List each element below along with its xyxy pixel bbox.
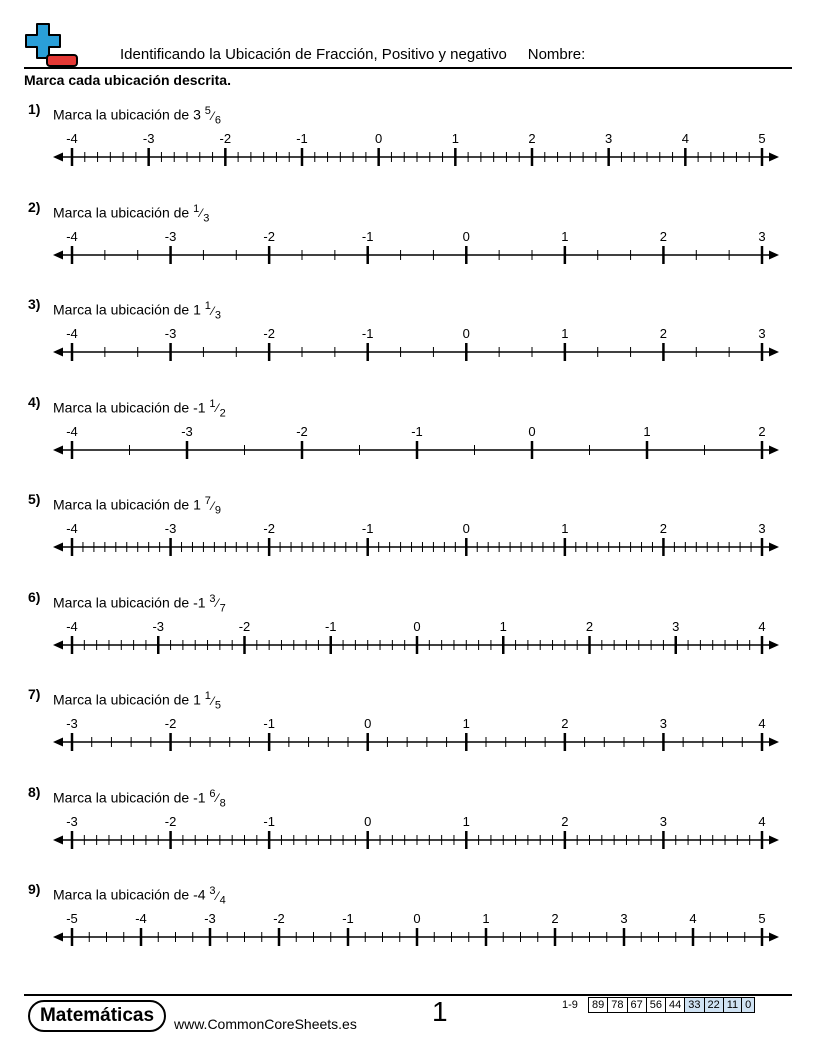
tick-label: -3 (142, 131, 155, 146)
tick-label: -4 (66, 228, 78, 244)
tick-label: 1 (643, 423, 651, 439)
tick-label: 1 (499, 618, 507, 634)
number-line[interactable] (0, 589, 816, 669)
fraction-denominator: 3 (203, 211, 210, 224)
tick-label: -4 (66, 326, 78, 341)
problem-1 (0, 101, 816, 197)
tick-label: 0 (413, 618, 421, 634)
left-arrow-icon (53, 738, 63, 747)
fraction-numerator: 1 (209, 397, 216, 410)
number-line[interactable] (0, 199, 816, 279)
tick-label: 0 (462, 228, 470, 244)
tick-label: 1 (462, 813, 470, 829)
left-arrow-icon (53, 543, 63, 552)
fraction-denominator: 8 (219, 796, 226, 809)
number-line[interactable] (0, 881, 816, 961)
tick-label: -3 (66, 813, 78, 829)
fraction-denominator: 6 (214, 114, 222, 127)
tick-label: -3 (181, 423, 193, 439)
right-arrow-icon (769, 153, 779, 162)
tick-label: -2 (296, 423, 308, 439)
right-arrow-icon (769, 835, 779, 844)
fraction-slash: ⁄ (211, 303, 214, 318)
fraction-numerator: 1 (193, 202, 200, 215)
tick-label: -4 (66, 423, 78, 439)
prompt-text: Marca la ubicación de (53, 204, 194, 221)
tick-label: -2 (238, 618, 251, 634)
tick-label: 1 (561, 228, 569, 244)
fraction-slash: ⁄ (200, 206, 203, 221)
score-key-table (588, 997, 755, 1013)
tick-label: -4 (66, 131, 78, 146)
fraction-numerator: 1 (204, 300, 211, 312)
site-url: www.CommonCoreSheets.es (174, 1016, 357, 1032)
tick-label: -3 (164, 326, 177, 341)
fraction-denominator: 2 (219, 406, 226, 419)
tick-label: 0 (364, 813, 372, 829)
right-arrow-icon (769, 933, 779, 942)
score-cell: 78 (608, 998, 627, 1013)
tick-label: 3 (758, 228, 766, 244)
fraction-numerator: 5 (204, 105, 211, 117)
tick-label: 4 (758, 618, 766, 634)
worksheet-title: Identificando la Ubicación de Fracción, Positivo y negativo (120, 46, 507, 63)
tick-label: -3 (164, 228, 177, 244)
prompt-text: Marca la ubicación de 1 (53, 301, 205, 318)
fraction-slash: ⁄ (216, 791, 219, 806)
score-range-label: 1-9 (562, 999, 578, 1011)
tick-label: 3 (659, 813, 668, 829)
score-cell: 89 (589, 998, 608, 1013)
fraction-slash: ⁄ (216, 888, 219, 903)
problem-number: 9) (28, 881, 41, 897)
score-cell: 56 (646, 998, 665, 1013)
tick-label: -2 (219, 131, 232, 146)
tick-label: -1 (263, 716, 275, 731)
fraction-denominator: 7 (219, 601, 226, 614)
tick-label: 0 (462, 521, 470, 536)
fraction-denominator: 4 (219, 894, 226, 907)
left-arrow-icon (53, 250, 63, 259)
tick-label: -4 (66, 618, 78, 634)
number-line[interactable] (0, 101, 816, 181)
fraction-denominator: 3 (214, 309, 222, 322)
fraction-numerator: 1 (204, 690, 211, 702)
right-arrow-icon (769, 738, 779, 747)
tick-label: 5 (758, 911, 766, 926)
plus-minus-logo-icon (24, 22, 80, 68)
problem-3 (0, 296, 816, 392)
problem-5 (0, 491, 816, 587)
tick-label: 5 (758, 131, 766, 146)
tick-label: -3 (204, 911, 216, 926)
header-divider (24, 67, 792, 69)
left-arrow-icon (53, 933, 63, 942)
tick-label: 2 (561, 813, 569, 829)
problem-9 (0, 881, 816, 977)
tick-label: 3 (758, 326, 766, 341)
prompt-text: Marca la ubicación de -1 (53, 594, 210, 611)
tick-label: 2 (659, 326, 668, 341)
tick-label: 0 (462, 326, 470, 341)
fraction-slash: ⁄ (216, 401, 219, 416)
tick-label: -3 (164, 521, 177, 536)
tick-label: -3 (66, 716, 78, 731)
tick-label: 1 (482, 911, 490, 926)
tick-label: 2 (659, 228, 668, 244)
page-number: 1 (432, 996, 448, 1027)
problem-8 (0, 784, 816, 880)
prompt-text: Marca la ubicación de -1 (53, 399, 210, 416)
tick-label: -1 (361, 326, 374, 341)
tick-label: 2 (551, 911, 559, 926)
problem-number: 4) (28, 393, 41, 410)
number-line[interactable] (0, 686, 816, 766)
tick-label: 1 (561, 326, 569, 341)
tick-label: 2 (758, 423, 766, 439)
problem-number: 5) (28, 491, 41, 507)
problem-number: 6) (28, 588, 41, 605)
prompt-text: Marca la ubicación de -4 (53, 886, 210, 903)
tick-label: -1 (361, 521, 374, 536)
tick-label: -1 (411, 423, 423, 439)
number-line[interactable] (0, 394, 816, 474)
right-arrow-icon (769, 543, 779, 552)
number-line[interactable] (0, 296, 816, 376)
tick-label: 3 (659, 716, 668, 731)
tick-label: 1 (462, 716, 470, 731)
tick-label: 1 (561, 521, 569, 536)
right-arrow-icon (769, 640, 779, 649)
brand-badge: Matemáticas (28, 1000, 166, 1032)
tick-label: 3 (672, 618, 680, 634)
name-label: Nombre: (527, 46, 586, 63)
right-arrow-icon (769, 445, 779, 454)
score-cell: 0 (742, 998, 755, 1013)
problem-number: 7) (28, 686, 41, 702)
fraction-numerator: 3 (209, 592, 216, 605)
left-arrow-icon (53, 835, 63, 844)
right-arrow-icon (769, 348, 779, 357)
problem-number: 1) (28, 101, 41, 117)
worksheet-header (120, 46, 585, 63)
tick-label: 3 (758, 521, 766, 536)
tick-label: -2 (273, 911, 285, 926)
prompt-text: Marca la ubicación de 3 (53, 106, 205, 123)
tick-label: -5 (66, 911, 78, 926)
problem-number: 3) (28, 296, 41, 312)
tick-label: -1 (324, 618, 337, 634)
tick-label: 3 (620, 911, 628, 926)
problem-2 (0, 199, 816, 295)
fraction-slash: ⁄ (211, 108, 214, 123)
tick-label: -2 (263, 228, 275, 244)
number-line[interactable] (0, 784, 816, 864)
fraction-denominator: 5 (214, 699, 222, 712)
score-row (589, 998, 755, 1013)
tick-label: 0 (375, 131, 383, 146)
tick-label: 4 (689, 911, 697, 926)
fraction-numerator: 7 (204, 495, 211, 507)
tick-label: -4 (66, 521, 78, 536)
tick-label: -1 (263, 813, 275, 829)
tick-label: 0 (364, 716, 372, 731)
score-cell: 67 (627, 998, 646, 1013)
tick-label: -1 (361, 228, 374, 244)
score-cell: 33 (685, 998, 704, 1013)
tick-label: -2 (263, 326, 275, 341)
tick-label: 3 (605, 131, 613, 146)
problem-number: 8) (28, 783, 41, 800)
tick-label: 4 (681, 131, 689, 146)
left-arrow-icon (53, 445, 63, 454)
tick-label: -3 (152, 618, 165, 634)
tick-label: 2 (585, 618, 594, 634)
fraction-numerator: 6 (209, 787, 216, 800)
left-arrow-icon (53, 153, 63, 162)
left-arrow-icon (53, 348, 63, 357)
fraction-numerator: 3 (209, 885, 216, 897)
prompt-text: Marca la ubicación de -1 (53, 789, 210, 806)
fraction-denominator: 9 (214, 504, 222, 517)
fraction-slash: ⁄ (211, 498, 214, 513)
number-line[interactable] (0, 491, 816, 571)
fraction-slash: ⁄ (216, 596, 219, 611)
score-cell: 44 (666, 998, 685, 1013)
problem-7 (0, 686, 816, 782)
tick-label: 2 (561, 716, 569, 731)
tick-label: -2 (263, 521, 275, 536)
footer-divider (24, 994, 792, 996)
tick-label: 2 (528, 131, 536, 146)
left-arrow-icon (53, 640, 63, 649)
fraction-slash: ⁄ (211, 693, 214, 708)
tick-label: -4 (135, 911, 147, 926)
tick-label: -2 (164, 813, 177, 829)
problem-number: 2) (28, 198, 41, 215)
tick-label: 0 (413, 911, 421, 926)
tick-label: -1 (342, 911, 354, 926)
tick-label: 1 (451, 131, 459, 146)
problem-6 (0, 589, 816, 685)
tick-label: -1 (296, 131, 308, 146)
right-arrow-icon (769, 250, 779, 259)
score-cell: 22 (704, 998, 723, 1013)
tick-label: -2 (164, 716, 177, 731)
tick-label: 4 (758, 716, 766, 731)
problem-4 (0, 394, 816, 490)
tick-label: 0 (528, 423, 536, 439)
tick-label: 2 (659, 521, 668, 536)
instructions: Marca cada ubicación descrita. (24, 72, 231, 88)
score-cell: 11 (723, 998, 741, 1013)
prompt-text: Marca la ubicación de 1 (53, 691, 205, 708)
tick-label: 4 (758, 813, 766, 829)
prompt-text: Marca la ubicación de 1 (53, 496, 205, 513)
